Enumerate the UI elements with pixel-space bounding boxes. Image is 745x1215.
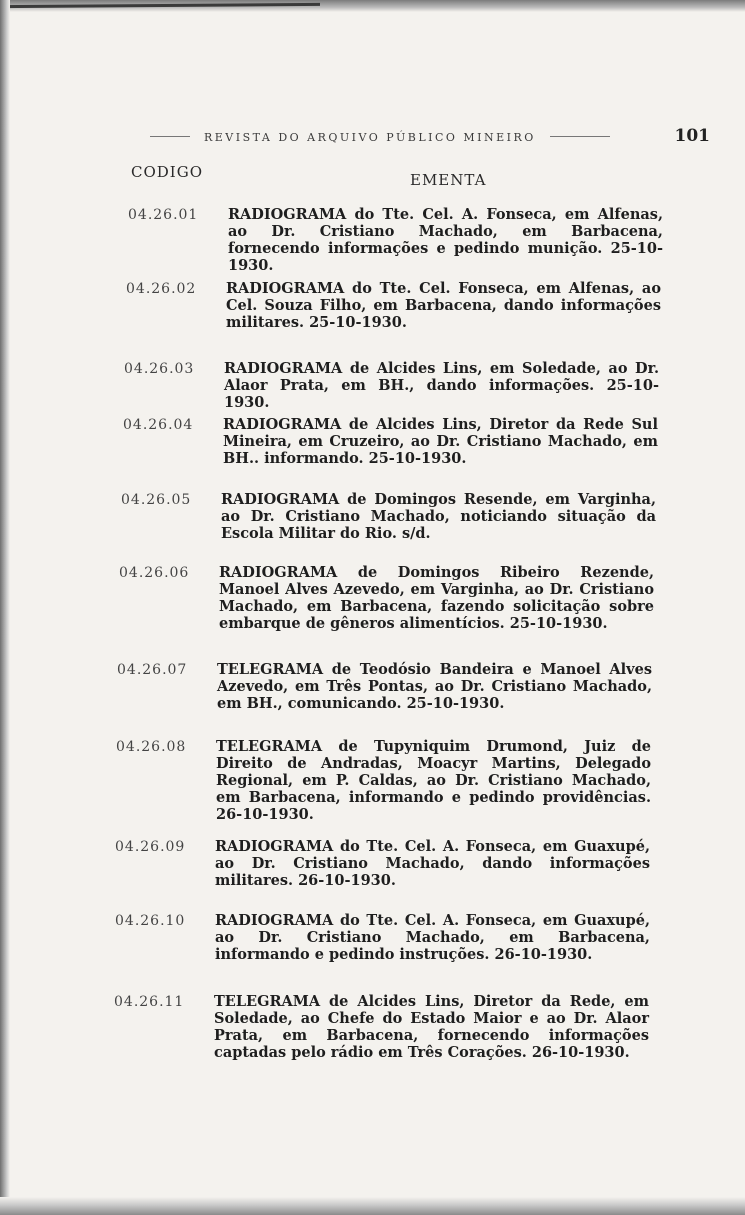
entry-text: RADIOGRAMA do Tte. Cel. A. Fonseca, em Guaxupé, ao Dr. Cristiano Machado, em Barbacena, informando e pedindo instruções. 26-10-1930.	[215, 912, 650, 963]
entry-code: 04.26.01	[128, 207, 199, 223]
header-rule-left	[150, 136, 190, 137]
entry-code: 04.26.05	[121, 492, 192, 508]
column-header-ementa: EMENTA	[410, 171, 487, 189]
entry-code: 04.26.03	[124, 361, 195, 377]
running-head	[150, 126, 710, 146]
entry-code: 04.26.07	[117, 662, 188, 678]
list-item	[115, 838, 650, 889]
page-number: 101	[674, 126, 710, 146]
journal-title: REVISTA DO ARQUIVO PÚBLICO MINEIRO	[204, 131, 536, 144]
entry-text: TELEGRAMA de Teodósio Bandeira e Manoel Alves Azevedo, em Três Pontas, ao Dr. Cristiano Machado, em BH., comunicando. 25-10-1930.	[217, 661, 652, 712]
entry-code: 04.26.11	[114, 994, 185, 1010]
entry-text: RADIOGRAMA do Tte. Cel. A. Fonseca, em Guaxupé, ao Dr. Cristiano Machado, dando informações militares. 26-10-1930.	[215, 838, 650, 889]
entry-code: 04.26.08	[116, 739, 187, 755]
scan-bottom-edge	[0, 1197, 745, 1215]
scan-left-edge	[0, 0, 10, 1215]
list-item	[124, 360, 659, 411]
entry-code: 04.26.02	[126, 281, 197, 297]
entry-text: RADIOGRAMA do Tte. Cel. Fonseca, em Alfenas, ao Cel. Souza Filho, em Barbacena, dando informações militares. 25-10-1930.	[226, 280, 661, 331]
list-item	[117, 661, 652, 712]
list-item	[128, 206, 663, 274]
entry-text: TELEGRAMA de Alcides Lins, Diretor da Rede, em Soledade, ao Chefe do Estado Maior e ao Dr. Alaor Prata, em Barbacena, fornecendo informações captadas pelo rádio em Três Corações. 26-10-1930.	[214, 993, 649, 1061]
entry-text: RADIOGRAMA de Alcides Lins, Diretor da Rede Sul Mineira, em Cruzeiro, ao Dr. Cristiano Machado, em BH.. informando. 25-10-1930.	[223, 416, 658, 467]
entry-text: TELEGRAMA de Tupyniquim Drumond, Juiz de Direito de Andradas, Moacyr Martins, Delegado Regional, em P. Caldas, ao Dr. Cristiano Machado, em Barbacena, informando e pedindo providências. 26-10-1930.	[216, 738, 651, 823]
list-item	[126, 280, 661, 331]
list-item	[115, 912, 650, 963]
list-item	[119, 564, 654, 632]
list-item	[123, 416, 658, 467]
entry-code: 04.26.04	[123, 417, 194, 433]
entry-code: 04.26.06	[119, 565, 190, 581]
entry-text: RADIOGRAMA de Alcides Lins, em Soledade, ao Dr. Alaor Prata, em BH., dando informações. 25-10-1930.	[224, 360, 659, 411]
list-item	[114, 993, 649, 1061]
entry-text: RADIOGRAMA de Domingos Resende, em Varginha, ao Dr. Cristiano Machado, noticiando situação da Escola Militar do Rio. s/d.	[221, 491, 656, 542]
entry-code: 04.26.09	[115, 839, 186, 855]
entry-text: RADIOGRAMA de Domingos Ribeiro Rezende, Manoel Alves Azevedo, em Varginha, ao Dr. Cristiano Machado, em Barbacena, fazendo solicitação sobre embarque de gêneros alimentícios. 25-10-1930.	[219, 564, 654, 632]
entry-code: 04.26.10	[115, 913, 186, 929]
column-header-code: CODIGO	[131, 163, 204, 181]
header-rule-right	[550, 136, 610, 137]
list-item	[116, 738, 651, 823]
entry-text: RADIOGRAMA do Tte. Cel. A. Fonseca, em Alfenas, ao Dr. Cristiano Machado, em Barbacena, fornecendo informações e pedindo munição. 25-10-1930.	[228, 206, 663, 274]
list-item	[121, 491, 656, 542]
